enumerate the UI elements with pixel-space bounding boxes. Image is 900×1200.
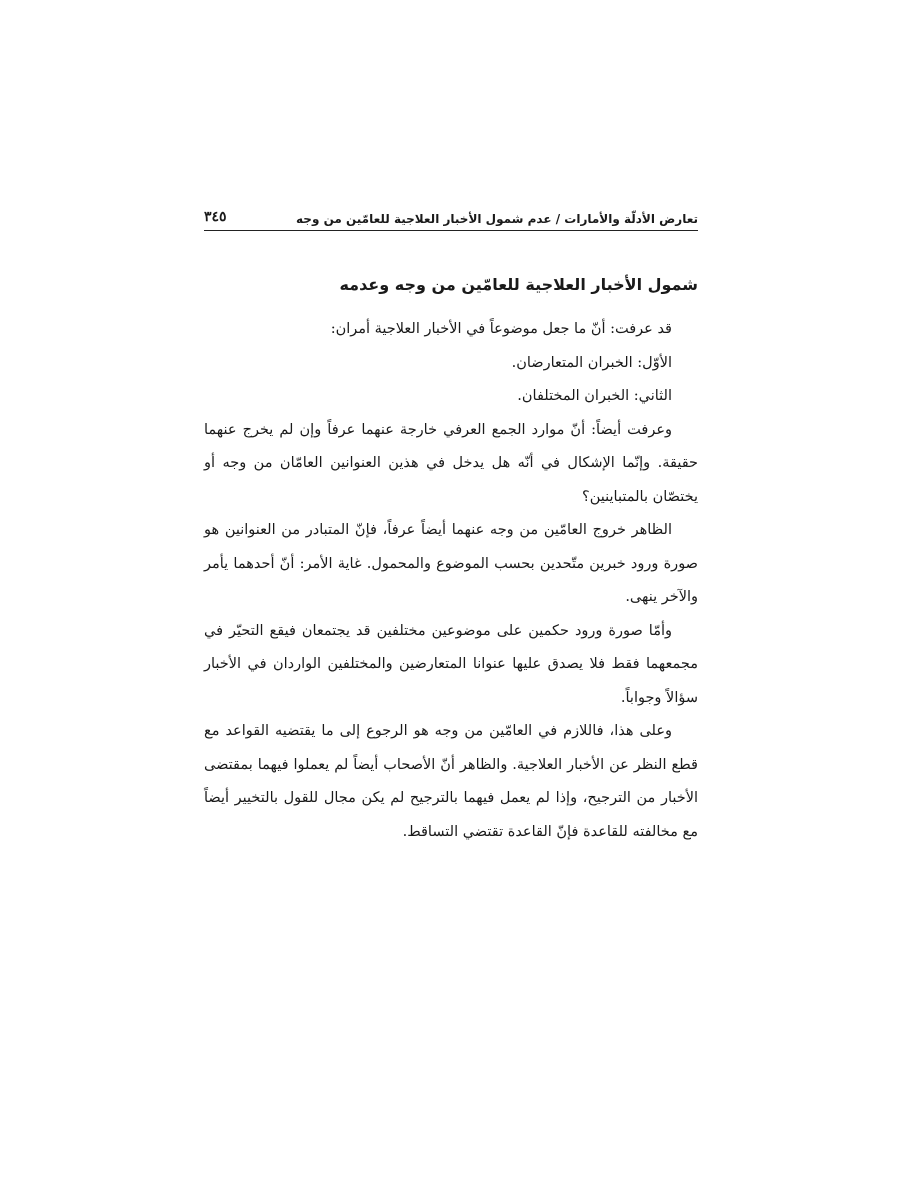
document-page bbox=[204, 200, 698, 849]
paragraph: وأمّا صورة ورود حكمين على موضوعين مختلفين قد يجتمعان فيقع التحيّر في مجمعهما فقط فلا يصدق عليها عنوانا المتعارضين والمختلفين الواردان في الأخبار سؤالاً وجواباً. bbox=[204, 622, 698, 706]
list-item-second: الثاني: الخبران المختلفان. bbox=[517, 388, 672, 404]
paragraph: وعرفت أيضاً: أنّ موارد الجمع العرفي خارجة عنهما عرفاً وإن لم يخرج عنهما حقيقة. وإنّما الإشكال في أنّه هل يدخل في هذين العنوانين العامّان من وجه أو يختصّان بالمتباينين؟ bbox=[204, 421, 698, 505]
list-item-first: الأوّل: الخبران المتعارضان. bbox=[511, 354, 672, 371]
page-number: ٣٤٥ bbox=[204, 209, 227, 226]
running-header bbox=[204, 200, 698, 231]
paragraph: وعلى هذا، فاللازم في العامّين من وجه هو الرجوع إلى ما يقتضيه القواعد مع قطع النظر عن الأخبار العلاجية. والظاهر أنّ الأصحاب أيضاً لم يعملوا فيهما بمقتضى الأخبار من الترجيح، وإذا لم يعمل فيهما بالترجيح لم يكن مجال للقول بالتخيير أيضاً مع مخالفته للقاعدة فإنّ القاعدة تقتضي التساقط. bbox=[204, 723, 698, 840]
body-text bbox=[204, 313, 698, 849]
running-title: تعارض الأدلّة والأمارات / عدم شمول الأخبار العلاجية للعامّين من وجه bbox=[296, 211, 698, 226]
section-title: شمول الأخبار العلاجية للعامّين من وجه وعدمه bbox=[339, 275, 698, 294]
paragraph: الظاهر خروج العامّين من وجه عنهما أيضاً عرفاً، فإنّ المتبادر من العنوانين هو صورة ورود خبرين متّحدين بحسب الموضوع والمحمول. غاية الأمر: أنّ أحدهما يأمر والآخر ينهى. bbox=[204, 522, 698, 605]
paragraph-intro: قد عرفت: أنّ ما جعل موضوعاً في الأخبار العلاجية أمران: bbox=[330, 321, 672, 337]
